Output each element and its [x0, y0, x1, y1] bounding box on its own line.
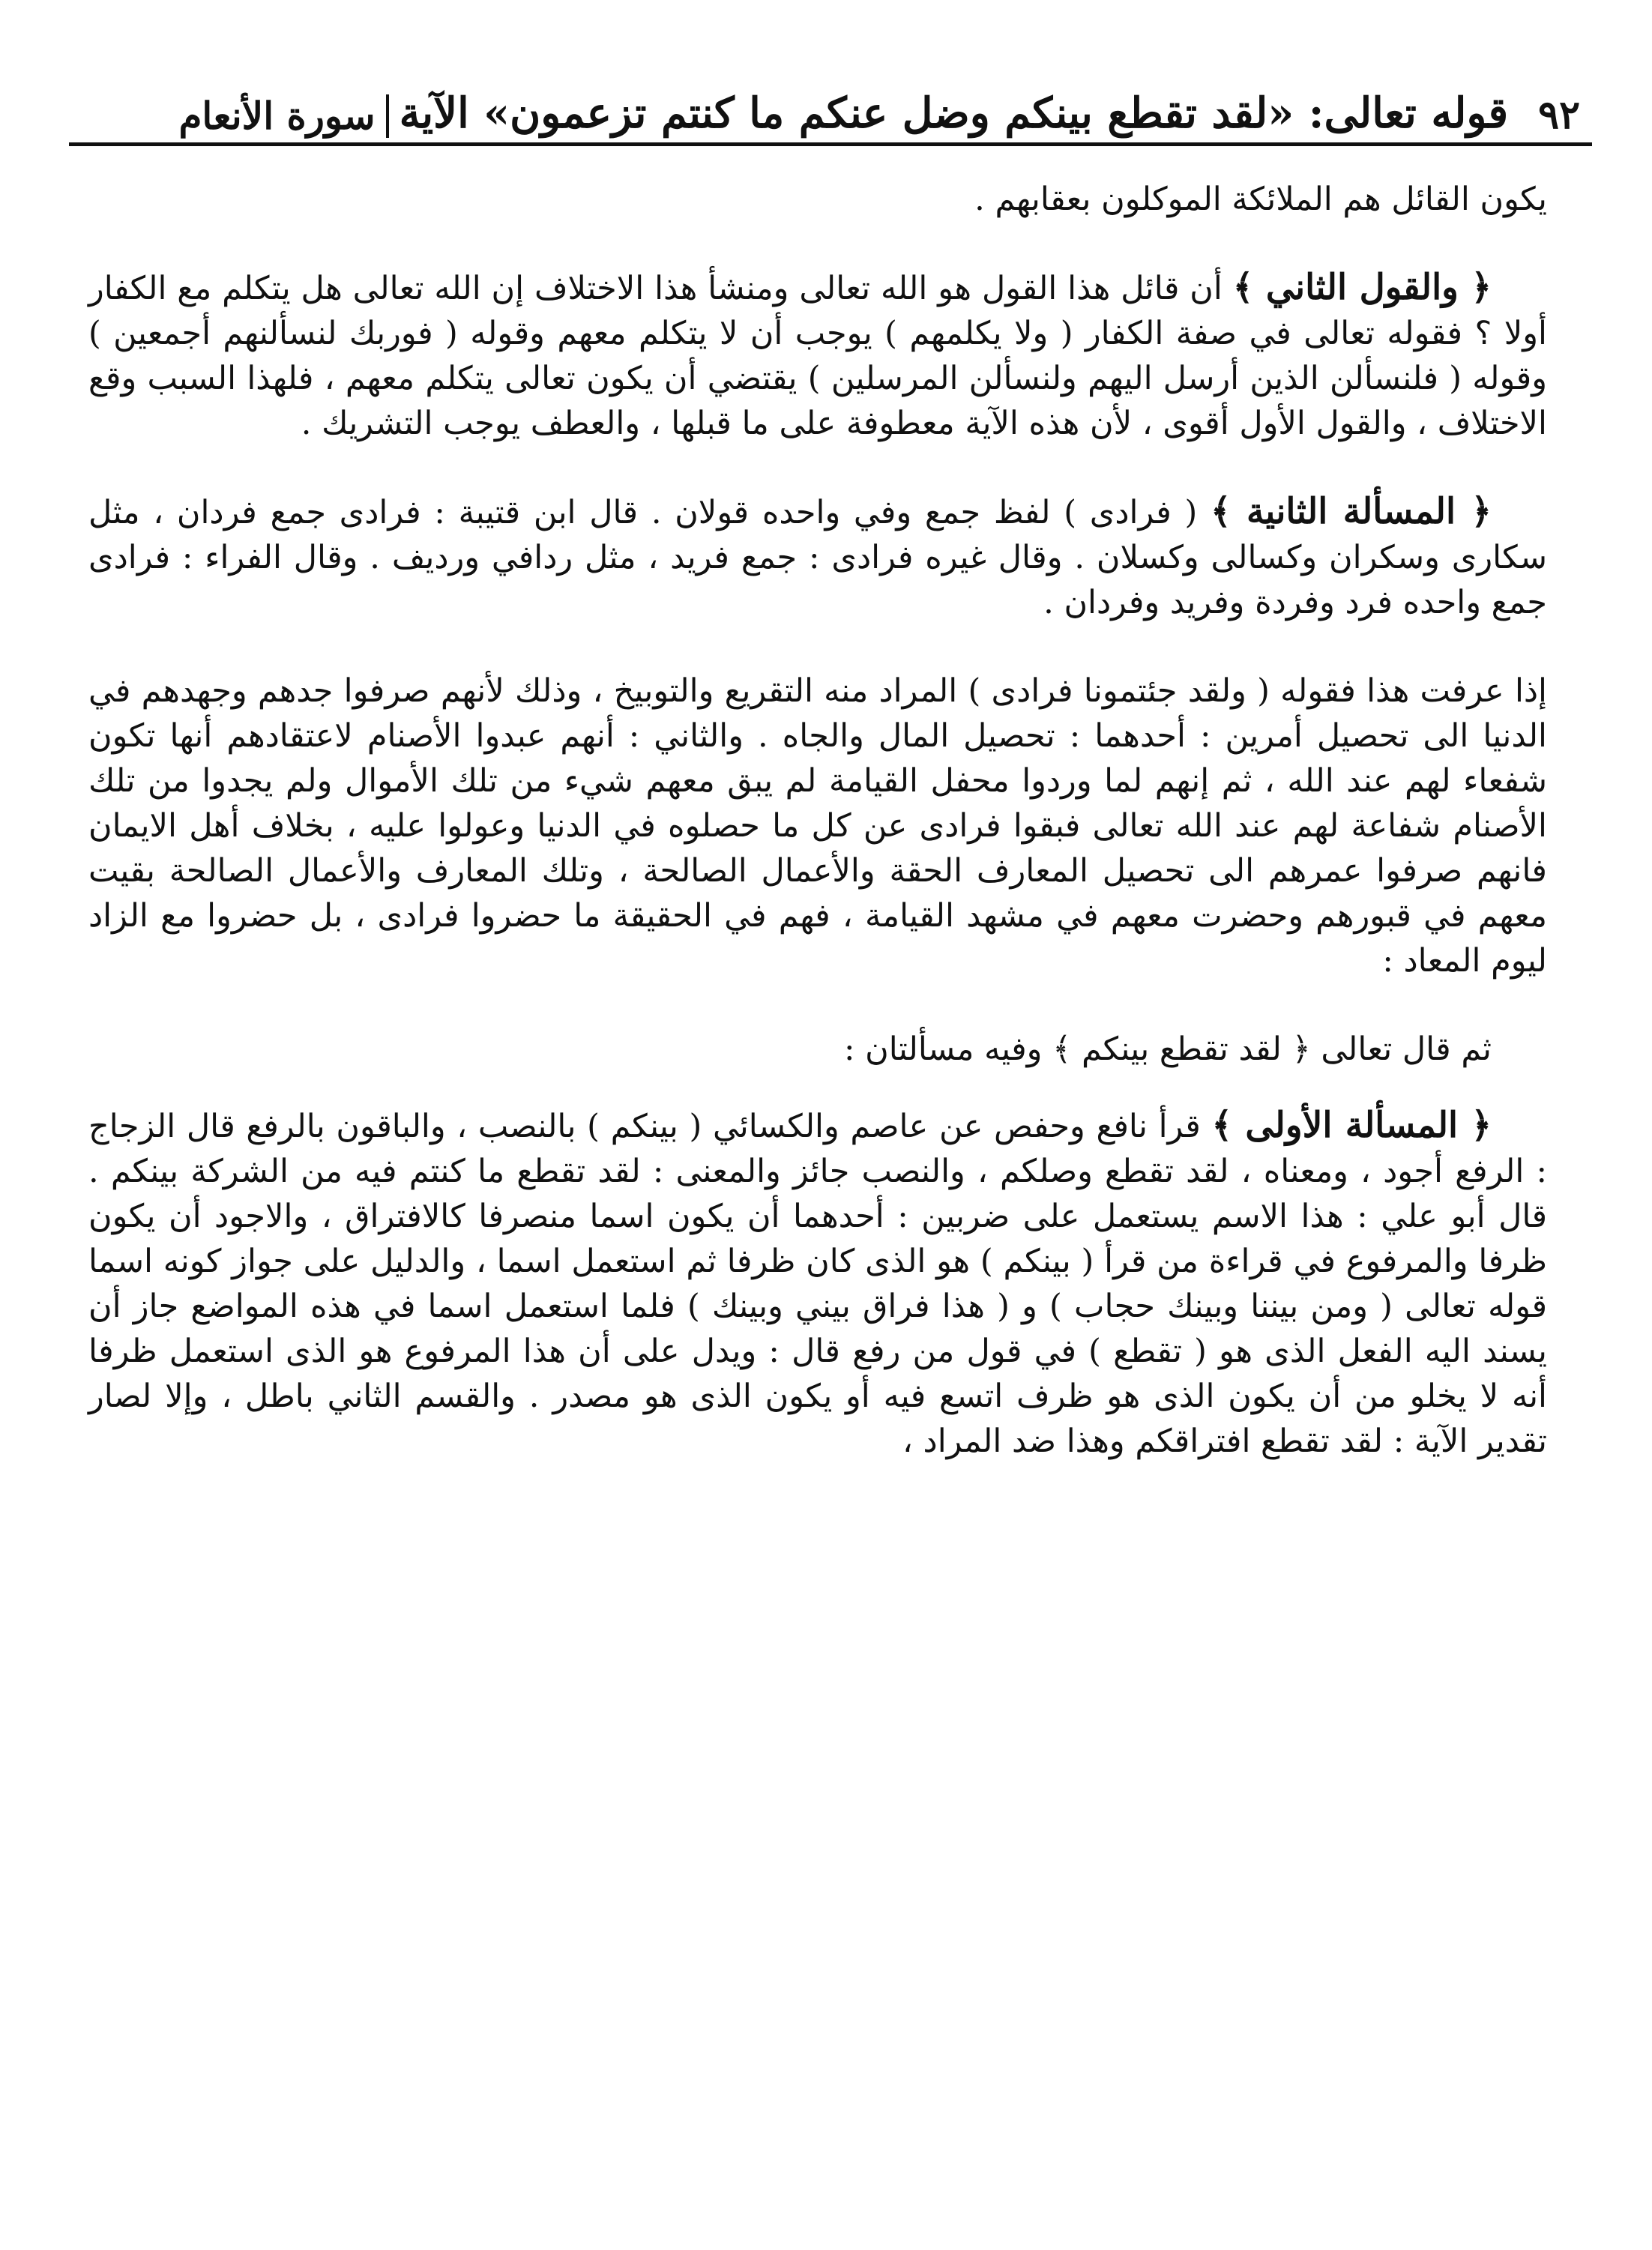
header-rule	[69, 142, 1592, 146]
paragraph-first-question	[88, 1103, 1547, 1464]
paragraph-text: قرأ نافع وحفص عن عاصم والكسائي ( بينكم ) بالنصب ، والباقون بالرفع قال الزجاج : الرفع أجود ، ومعناه ، لقد تقطع وصلكم ، والنصب جائز والمعنى : لقد تقطع ما كنتم فيه من الشركة بينكم . قال أبو علي : هذا الاسم يستعمل على ضربين : أحدهما أن يكون اسما منصرفا كالافتراق ، والاجود أن يكون ظرفا والمرفوع في قراءة من قرأ ( بينكم ) هو الذى كان ظرفا ثم استعمل اسما ، والدليل على جواز كونه اسما قوله تعالى ( ومن بيننا وبينك حجاب ) و ( هذا فراق بيني وبينك ) فلما استعمل اسما في هذه المواضع جاز أن يسند اليه الفعل الذى هو ( تقطع ) في قول من رفع قال : ويدل على أن هذا المرفوع هو الذى استعمل ظرفا أنه لا يخلو من أن يكون الذى هو ظرف اتسع فيه أو يكون الذى هو مصدر . والقسم الثاني باطل ، وإلا لصار تقدير الآية : لقد تقطع افتراقكم وهذا ضد المراد ،	[88, 1108, 1547, 1460]
section-heading: ﴿ المسألة الأولى ﴾	[1211, 1105, 1492, 1146]
surah-name: سورة الأنعام	[178, 94, 376, 138]
paragraph-text: إذا عرفت هذا فقوله ( ولقد جئتمونا فرادى ) المراد منه التقريع والتوبيخ ، وذلك لأنهم صرفوا جدهم وجهدهم في الدنيا الى تحصيل أمرين : أحدهما : تحصيل المال والجاه . والثاني : أنهم عبدوا الأصنام لاعتقادهم أنها تكون شفعاء لهم عند الله ، ثم إنهم لما وردوا محفل القيامة لم يبق معهم شيء من تلك الأموال ولم يجدوا من تلك الأصنام شفاعة لهم عند الله تعالى فبقوا فرادى عن كل ما حصلوه في الدنيا وعولوا عليه ، بخلاف أهل الايمان فانهم صرفوا عمرهم الى تحصيل المعارف الحقة والأعمال الصالحة ، وتلك المعارف والأعمال الصالحة بقيت معهم في قبورهم وحضرت معهم في مشهد القيامة ، فهم في الحقيقة ما حضروا فرادى ، بل حضروا مع الزاد ليوم المعاد :	[88, 672, 1547, 980]
paragraph-second-question	[88, 489, 1547, 625]
paragraph-second-opinion	[88, 265, 1547, 446]
header-separator	[386, 94, 389, 138]
section-heading: ﴿ المسألة الثانية ﴾	[1211, 491, 1492, 532]
page-number: ٩٢	[1538, 92, 1580, 138]
paragraph-text: يكون القائل هم الملائكة الموكلون بعقابهم .	[974, 181, 1547, 218]
paragraph-verse-intro	[88, 1027, 1547, 1072]
paragraph-text: ثم قال تعالى ﴿ لقد تقطع بينكم ﴾ وفيه مسألتان :	[844, 1031, 1492, 1068]
paragraph-continuation	[88, 177, 1547, 222]
paragraph-text: أن قائل هذا القول هو الله تعالى ومنشأ هذا الاختلاف إن الله تعالى هل يتكلم مع الكفار أولا ؟ فقوله تعالى في صفة الكفار ( ولا يكلمهم ) يوجب أن لا يتكلم معهم وقوله ( فوربك لنسألنهم أجمعين ) وقوله ( فلنسألن الذين أرسل اليهم ولنسألن المرسلين ) يقتضي أن يكون تعالى يتكلم معهم ، فلهذا السبب وقع الاختلاف ، والقول الأول أقوى ، لأن هذه الآية معطوفة على ما قبلها ، والعطف يوجب التشريك .	[88, 270, 1547, 442]
page-header	[72, 66, 1589, 138]
body-text	[88, 177, 1547, 1507]
paragraph-text: ( فرادى ) لفظ جمع وفي واحده قولان . قال ابن قتيبة : فرادى جمع فردان ، مثل سكارى وسكران وكسالى وكسلان . وقال غيره فرادى : جمع فريد ، مثل ردافي ورديف . وقال الفراء : فرادى جمع واحده فرد وفردة وفريد وفردان .	[88, 494, 1547, 621]
paragraph-explanation	[88, 669, 1547, 983]
running-title: قوله تعالى: «لقد تقطع بينكم وضل عنكم ما كنتم تزعمون» الآية	[399, 88, 1509, 138]
section-heading: ﴿ والقول الثاني ﴾	[1232, 267, 1492, 308]
